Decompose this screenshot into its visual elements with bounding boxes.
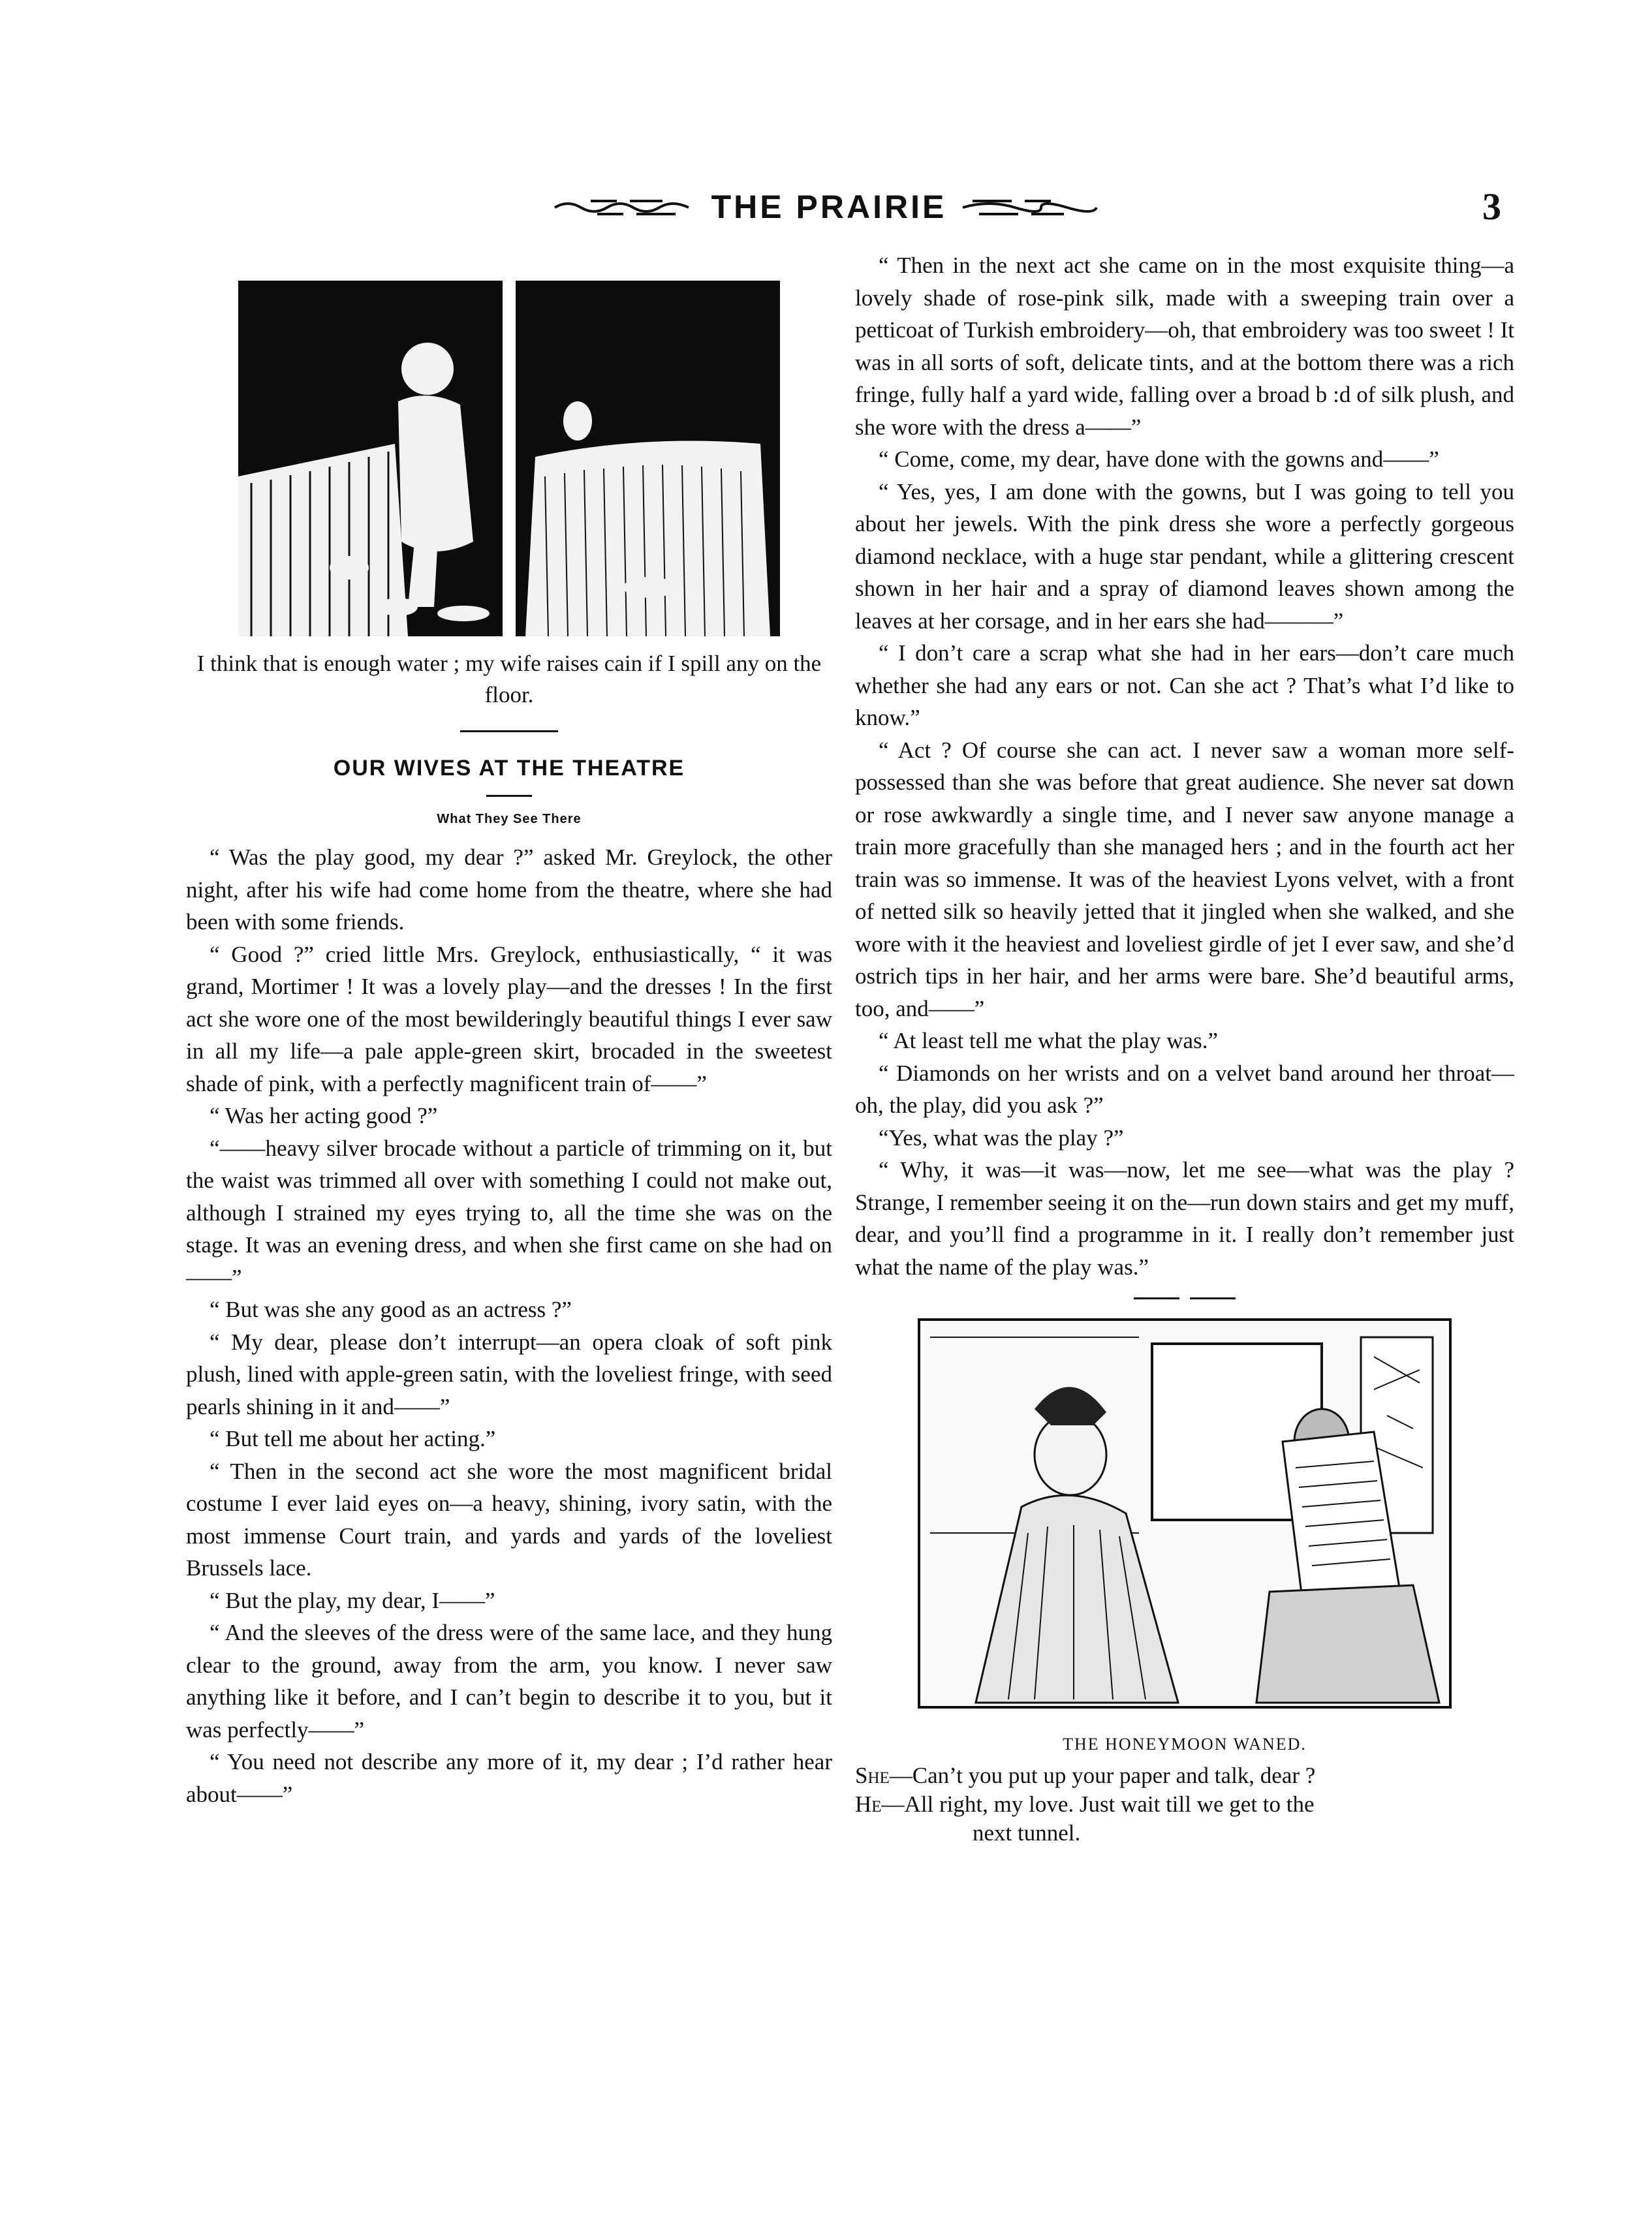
article-paragraph: “ But was she any good as an actress ?” xyxy=(210,1297,572,1322)
article-paragraph: “ But the play, my dear, I——” xyxy=(210,1587,495,1613)
honeymoon-cartoon-illustration xyxy=(917,1318,1452,1709)
water-cartoon-illustration xyxy=(238,281,780,636)
article-paragraph: “ Come, come, my dear, have done with the gowns and——” xyxy=(879,446,1439,472)
article-paragraph: “ Yes, yes, I am done with the gowns, but I was going to tell you about her jewels. With the pink dress she wore a perfectly gorgeous diamond necklace, with a huge star pendant, while a glittering crescent shown in her hair and a spray of diamond leaves shown among the leaves at her corsage, and in her ears she had———” xyxy=(855,478,1514,634)
line-he: —All right, my love. Just wait till we get to the xyxy=(881,1791,1315,1817)
end-rules xyxy=(855,1297,1514,1299)
article-subtitle: What They See There xyxy=(437,812,582,826)
speaker-she: She xyxy=(855,1763,890,1788)
divider-rule xyxy=(460,730,558,732)
publication-title: THE PRAIRIE xyxy=(711,189,947,225)
article-paragraph: “ Why, it was—it was—now, let me see—what was the play ? Strange, I remember seeing it on the—run down stairs and get my muff, dear, and you’ll find a programme in it. I really don’t remember just what the name of the play was.” xyxy=(855,1157,1514,1280)
dialogue-he-continued: next tunnel. xyxy=(973,1820,1081,1846)
article-paragraph: “ Act ? Of course she can act. I never saw a woman more self-possessed than she was before that great audience. She never sat down or rose awkwardly a single time, and I never saw anyone manage a train more gracefully than she managed hers ; and in the fourth act her train was so immense. It was of the heaviest Lyons velvet, with a front of netted silk so heavily jetted that it jingled when she walked, and she wore with it the heaviest and loveliest girdle of jet I ever saw, and she’d ostrich tips in her hair, and her arms were bare. She’d beautiful arms, too, and——” xyxy=(855,737,1514,1021)
article-paragraph: “ You need not describe any more of it, my dear ; I’d rather hear about——” xyxy=(186,1749,832,1807)
title-rule xyxy=(486,795,532,797)
left-column xyxy=(186,281,832,1810)
dialogue-he xyxy=(855,1790,1514,1819)
article-paragraph: “ Good ?” cried little Mrs. Greylock, enthusiastically, “ it was grand, Mortimer ! It was a lovely play—and the dresses ! In the first act she wore one of the most bewilderingly beautiful things I ever saw in all my life—a pale apple-green skirt, brocaded in the sweetest shade of pink, with a perfectly magnificent train of——” xyxy=(186,941,832,1096)
article-paragraph: “ Was the play good, my dear ?” asked Mr. Greylock, the other night, after his wife had come home from the theatre, where she had been with some friends. xyxy=(186,844,832,935)
dialogue-she xyxy=(855,1761,1514,1790)
article-paragraph: “ At least tell me what the play was.” xyxy=(879,1028,1218,1053)
article-paragraph: “ But tell me about her acting.” xyxy=(210,1426,496,1451)
article-paragraph: “ Diamonds on her wrists and on a velvet band around her throat—oh, the play, did you ask ?” xyxy=(855,1060,1514,1118)
article-paragraph: “Yes, what was the play ?” xyxy=(879,1124,1124,1151)
right-column xyxy=(855,249,1514,1848)
page-header xyxy=(0,184,1652,236)
honeymoon-caption: THE HONEYMOON WANED. xyxy=(1063,1735,1307,1754)
left-ornament-icon xyxy=(552,193,692,219)
line-she: —Can’t you put up your paper and talk, dear ? xyxy=(889,1763,1316,1788)
article-paragraph: “ Then in the second act she wore the most magnificent bridal costume I ever laid eyes on—a heavy, shining, ivory satin, with the most immense Court train, and yards and yards of the loveliest Brussels lace. xyxy=(186,1458,832,1581)
article-paragraph: “ I don’t care a scrap what she had in her ears—don’t care much whether she had any ears or not. Can she act ? That’s what I’d like to know.” xyxy=(855,640,1514,730)
cartoon-caption: I think that is enough water ; my wife raises cain if I spill any on the floor. xyxy=(196,651,822,707)
article-paragraph: “ My dear, please don’t interrupt—an opera cloak of soft pink plush, lined with apple-green satin, with the loveliest fringe, with seed pearls shining in it and——” xyxy=(186,1329,832,1419)
article-paragraph: “——heavy silver brocade without a particle of trimming on it, but the waist was trimmed all over with something I could not make out, although I strained my eyes trying to, all the time she was on the stage. It was an evening dress, and when she first came on she had on——” xyxy=(186,1135,832,1290)
page-number: 3 xyxy=(1482,185,1501,228)
article-paragraph: “ Then in the next act she came on in the most exquisite thing—a lovely shade of rose-pink silk, made with a sweeping train over a petticoat of Turkish embroidery—oh, that embroidery was too sweet ! It was in all sorts of soft, delicate tints, and at the bottom there was a rich fringe, fully half a yard wide, falling over a broad b :d of silk plush, and she wore with the dress a——” xyxy=(855,253,1514,440)
article-paragraph: “ And the sleeves of the dress were of the same lace, and they hung clear to the ground, away from the arm, you know. I never saw anything like it before, and I can’t begin to describe it to you, but it was perfectly——” xyxy=(186,1620,832,1742)
article-title: OUR WIVES AT THE THEATRE xyxy=(333,756,685,781)
article-paragraph: “ Was her acting good ?” xyxy=(210,1103,438,1128)
right-ornament-icon xyxy=(959,193,1100,219)
speaker-he: He xyxy=(855,1791,882,1817)
